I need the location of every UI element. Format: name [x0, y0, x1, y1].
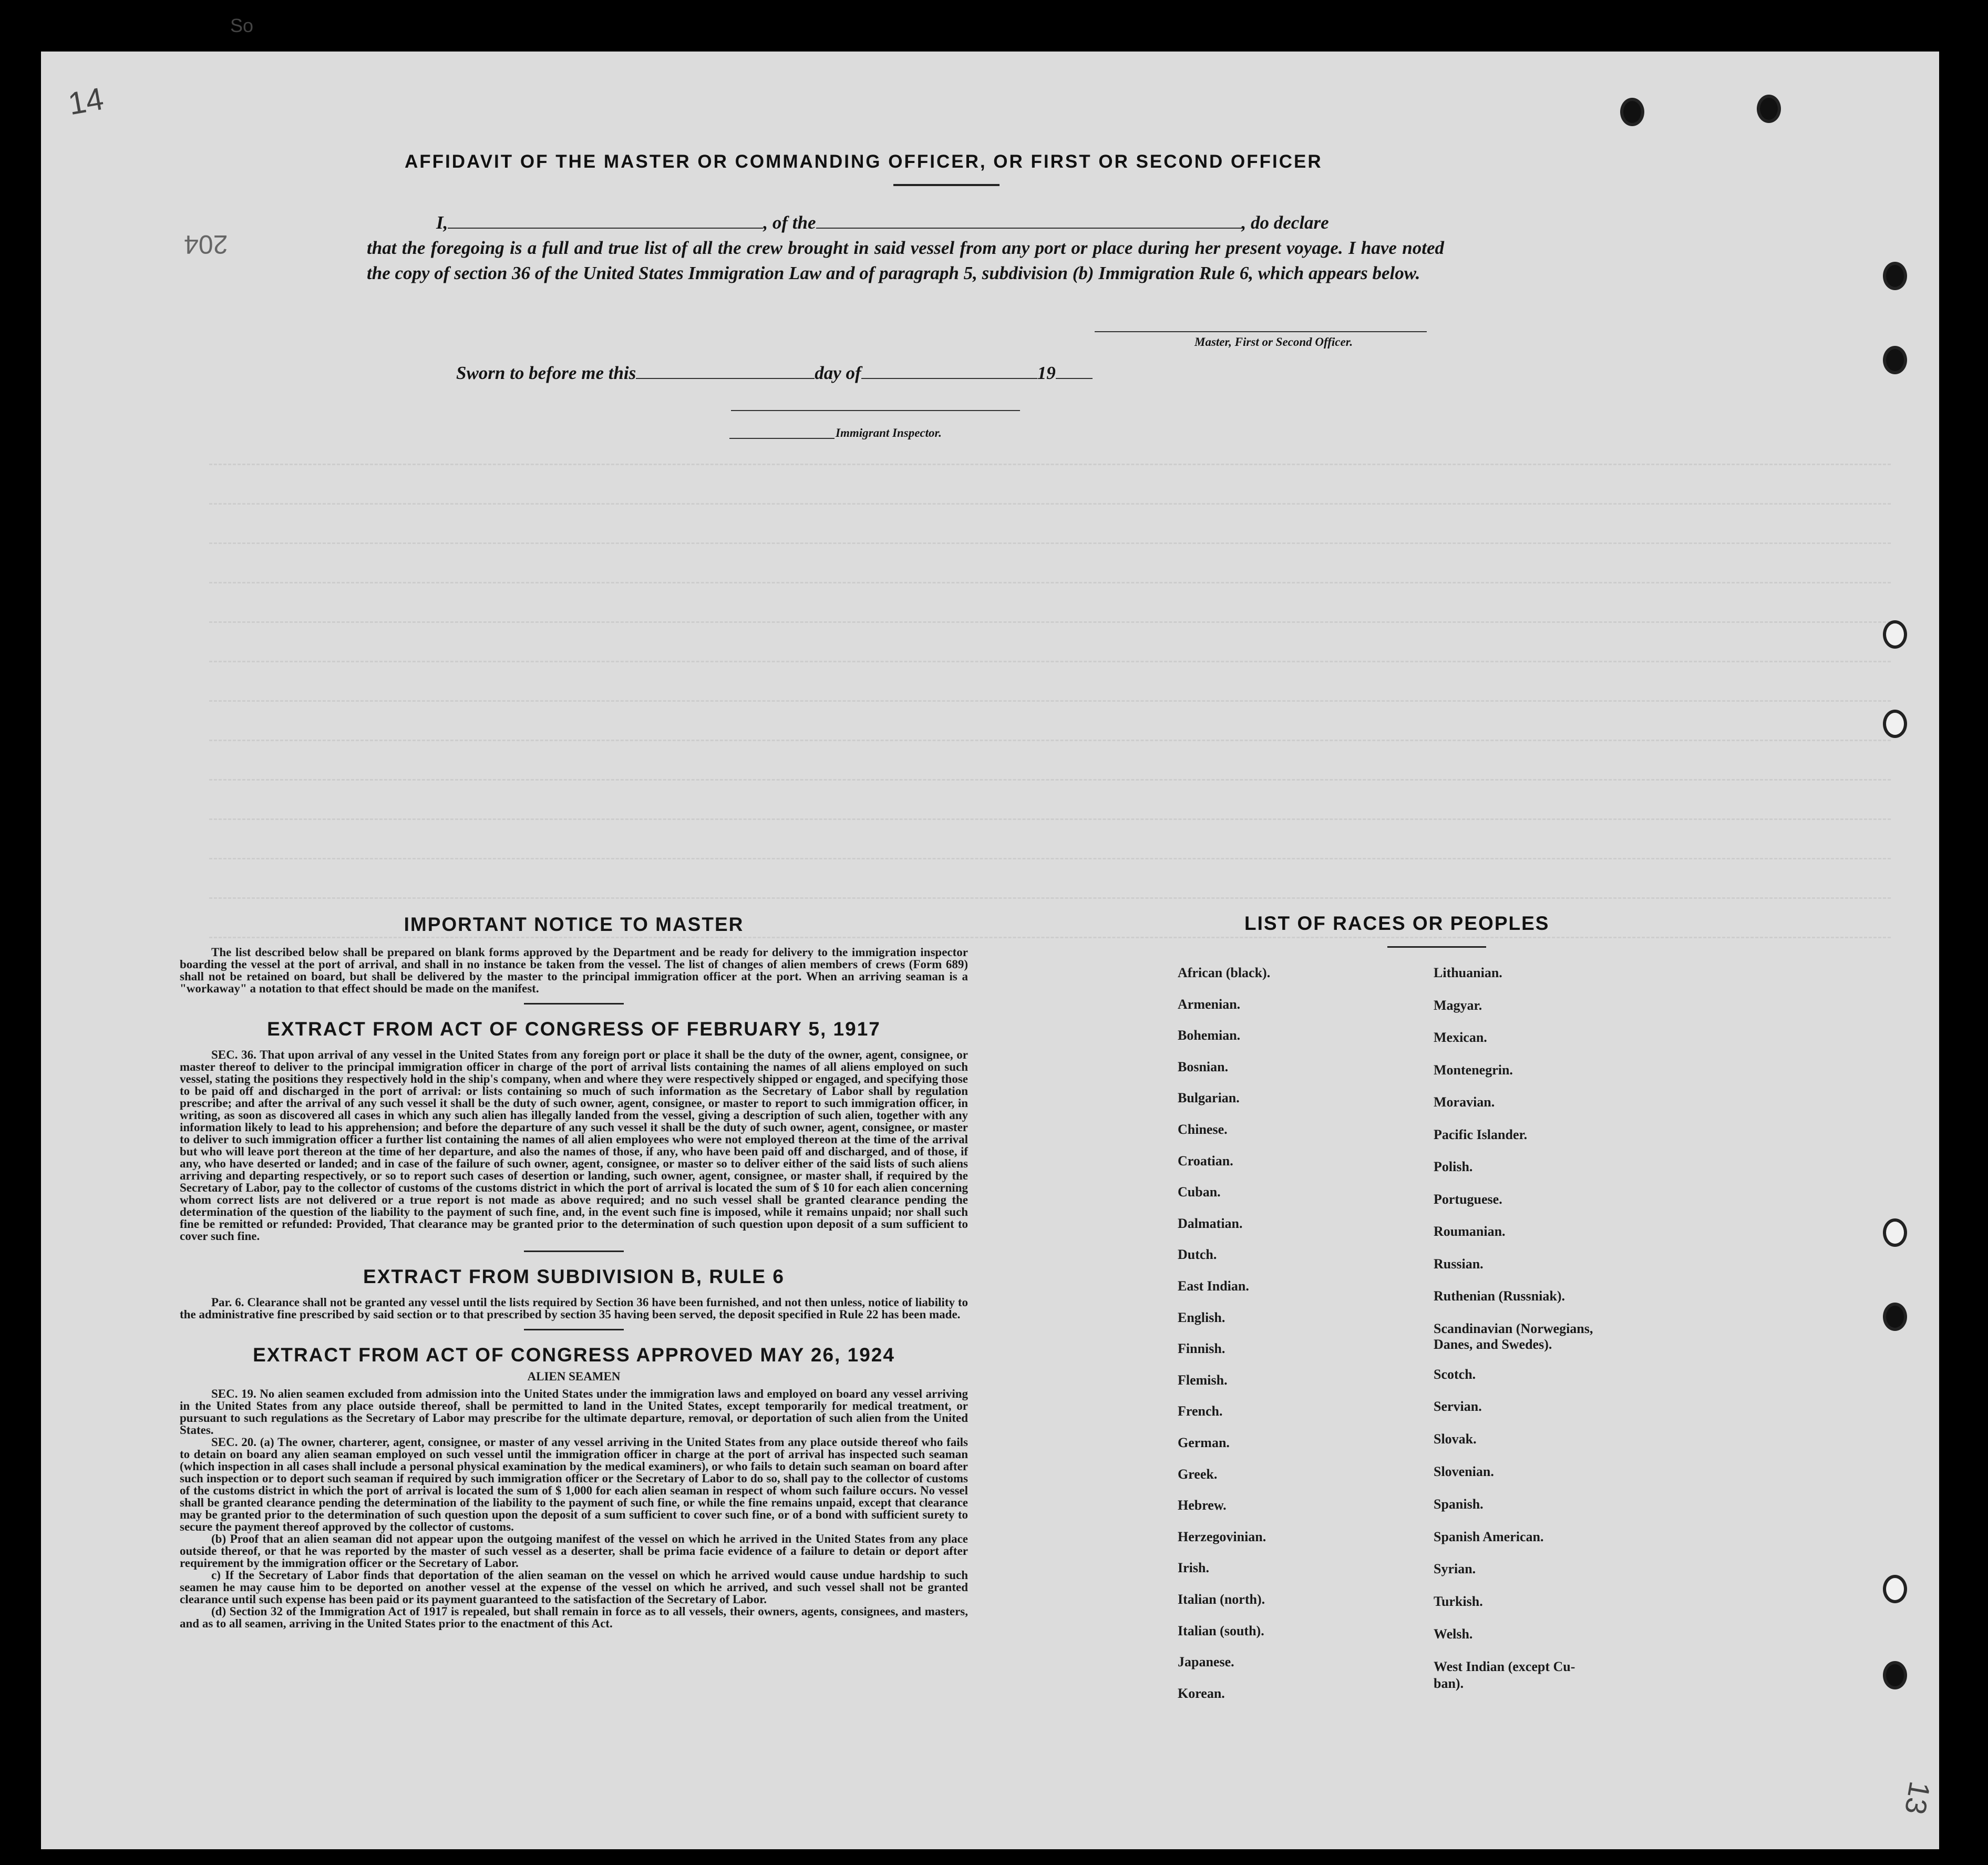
margin-mark-top-left: 14: [65, 80, 107, 122]
extract-1917-text: SEC. 36. That upon arrival of any vessel in the United States from any foreign port or place it shall be the duty of the owner, agent, consignee, or master thereof to deliver to the principal immigration officer in charge of the port of arrival lists containing the names of all aliens employed on such vessel, stating the positions they respectively hold in the ship's company, when and where they were respectively shipped or engaged, and specifying those to be paid off and discharged in the port of arrival: or lists containing so much of such information as the Secretary of Labor shall by regulation prescribe; and after the arrival of any such vessel it shall be the duty of such owner, agent, consignee, or master to report to such immigration officer, in writing, as soon as discovered all cases in which any such alien has illegally landed from the vessel, giving a description of such alien, together with any information likely to lead to his apprehension; and before the departure of any such vessel it shall be the duty of such owner, agent, consignee, or master to deliver to such immigration officer a further list containing the names of all alien employees who were not employed thereon at the time of the arrival but who will leave port thereon at the time of her departure, and also the names of those, if any, who have been paid off and discharged, and of those, if any, who have deserted or landed; and in case of the failure of such owner, agent, consignee, or master so to deliver either of the said lists of such aliens arriving and departing respectively, or so to report such cases of desertion or landing, such owner, agent, consignee, or master shall, if required by the Secretary of Labor, pay to the collector of customs of the customs district in which the port of arrival is located the sum of $ 10 for each alien concerning whom correct lists are not delivered or a true report is not made as above required; and no such vessel shall be granted clearance pending the determination of the question of the liability to the payment of such fine, and, in the event such fine is imposed, while it remains unpaid; nor shall such fine be remitted or refunded: Provided, That clearance may be granted prior to the determination of such question upon deposit of a sum sufficient to cover such fine.: [180, 1048, 968, 1243]
extract-rule6-rule: [524, 1329, 624, 1330]
affidavit-title-rule: [893, 184, 1000, 186]
race-item: Finnish.: [1178, 1341, 1225, 1356]
race-item: Roumanian.: [1434, 1224, 1506, 1239]
master-signature-line[interactable]: [1095, 331, 1427, 332]
affidavit-title: AFFIDAVIT OF THE MASTER OR COMMANDING OFFICER, OR FIRST OR SECOND OFFICER: [405, 151, 1323, 172]
race-item: Bulgarian.: [1178, 1090, 1240, 1105]
document-page: [41, 15, 1939, 1849]
sworn-month-field[interactable]: [861, 366, 1037, 379]
of-the-label: , of the: [763, 212, 816, 233]
race-item: Italian (south).: [1178, 1623, 1264, 1638]
i-label: I,: [436, 212, 448, 233]
race-item: West Indian (except Cu-: [1434, 1659, 1575, 1674]
notice-text: The list described below shall be prepared on blank forms approved by the Department and be ready for delivery to the immigration inspector boarding the vessel at the port of arrival, and shall in no instance be taken from the vessel. The list of changes of alien members of crews (Form 689) shall not be retained on board, but shall be delivered by the master to the principal immigration officer at the port. When an arriving seaman is a "workaway" a notation to that effect should be made on the manifest.: [180, 946, 968, 995]
extract-1917-rule: [524, 1251, 624, 1252]
extract-1917-title: EXTRACT FROM ACT OF CONGRESS OF FEBRUARY 5, 1917: [267, 1018, 881, 1040]
race-item: East Indian.: [1178, 1278, 1249, 1294]
punch-hole: [1883, 1575, 1907, 1603]
races-title: LIST OF RACES OR PEOPLES: [1244, 913, 1550, 934]
extract-1924-subtitle: ALIEN SEAMEN: [527, 1370, 621, 1383]
race-item: Slovenian.: [1434, 1464, 1494, 1479]
punch-hole: [1883, 710, 1907, 738]
race-item: Irish.: [1178, 1560, 1209, 1575]
race-item: Dutch.: [1178, 1247, 1217, 1262]
sworn-line: [456, 363, 1093, 384]
extract-1924-paragraph: SEC. 20. (a) The owner, charterer, agent, consignee, or master of any vessel arriving in the United States from any place outside thereof who fails to detain on board any alien seaman employed on such vessel until the immigration officer in charge at the port of arrival has inspected such seaman (which inspection in all cases shall include a personal physical examination by the medical examiners), or who fails to detain such seaman on board after such inspection or to deport such seaman if required by such immigration officer or the Secretary of Labor to do so, shall pay to the collector of customs of the customs district in which the port of arrival is located the sum of $ 1,000 for each alien seaman in respect of whom such failure occurs. No vessel shall be granted clearance pending the determination of the liability to the payment of such fine, or while the fine remains unpaid, except that clearance may be granted prior to the determination of such question upon the deposit of a sum sufficient to cover such fine, or of a bond with sufficient surety to secure the payment thereof approved by the collector of customs.: [180, 1436, 968, 1533]
race-item: Greek.: [1178, 1467, 1218, 1482]
notice-rule: [524, 1003, 624, 1005]
race-item: Dalmatian.: [1178, 1216, 1243, 1231]
race-item: Turkish.: [1434, 1594, 1483, 1609]
extract-1924-paragraph: (b) Proof that an alien seaman did not appear upon the outgoing manifest of the vessel on which he arrived in the United States from any place outside thereof, or that he was reported by the master of such vessel as a deserter, shall be prima facie evidence of a failure to detain or deport after requirement by the immigration officer or the Secretary of Labor.: [180, 1532, 968, 1570]
notice-column: [180, 914, 968, 1630]
extract-1924-paragraph: (d) Section 32 of the Immigration Act of 1917 is repealed, but shall remain in force as to all vessels, their owners, agents, consignees, and masters, and as to all seamen, arriving in the United States prior to the enactment of this Act.: [180, 1605, 968, 1630]
master-signature-label: Master, First or Second Officer.: [1194, 335, 1353, 349]
race-item: Spanish American.: [1434, 1529, 1544, 1544]
race-item: Magyar.: [1434, 998, 1482, 1013]
race-item: Russian.: [1434, 1256, 1484, 1272]
race-item: Danes, and Swedes).: [1434, 1337, 1552, 1352]
day-of-label: day of: [815, 363, 861, 383]
race-item: Armenian.: [1178, 997, 1241, 1012]
notice-title: IMPORTANT NOTICE TO MASTER: [404, 914, 744, 935]
race-item: Lithuanian.: [1434, 965, 1502, 980]
punch-hole: [1883, 620, 1907, 649]
race-item: Scotch.: [1434, 1367, 1476, 1382]
sworn-day-field[interactable]: [636, 366, 815, 379]
punch-hole: [1883, 262, 1907, 290]
race-item: Welsh.: [1434, 1626, 1473, 1642]
punch-hole: [1757, 95, 1781, 123]
race-item: Montenegrin.: [1434, 1062, 1513, 1078]
punch-hole: [1620, 98, 1644, 126]
extract-1924-title: EXTRACT FROM ACT OF CONGRESS APPROVED MAY 26, 1924: [253, 1344, 895, 1366]
punch-hole: [1883, 1303, 1907, 1331]
sworn-year-field[interactable]: [1056, 366, 1093, 379]
margin-mark-top-number: So: [230, 15, 254, 36]
races-title-rule: [1387, 946, 1486, 948]
race-item: Slovak.: [1434, 1431, 1477, 1447]
race-item: Italian (north).: [1178, 1592, 1265, 1607]
race-item: Chinese.: [1178, 1122, 1228, 1137]
extract-rule6-text: Par. 6. Clearance shall not be granted any vessel until the lists required by Section 36 have been furnished, and not then unless, notice of liability to the administrative fine prescribed by said section or to that prescribed by section 35 having been served, the deposit specified in Rule 22 has been made.: [180, 1296, 968, 1321]
affidavit-text: that the foregoing is a full and true list of all the crew brought in said vessel from any port or place during her present voyage. I have noted the copy of section 36 of the United States Immigration Law and of paragraph 5, subdivision (b) Immigration Rule 6, which appears below.: [367, 238, 1444, 283]
race-item: Mexican.: [1434, 1030, 1487, 1045]
race-item: Ruthenian (Russniak).: [1434, 1288, 1565, 1304]
vessel-field[interactable]: [816, 216, 1242, 229]
extract-rule6-title: EXTRACT FROM SUBDIVISION B, RULE 6: [363, 1266, 785, 1287]
extract-1924-paragraph: c) If the Secretary of Labor finds that deportation of the alien seaman on the vessel on which he arrived would cause undue hardship to such seamen he may cause him to be deported on another vessel at the expense of the vessel on which he arrived, and such vessel shall not be granted clearance until such expense has been paid or its payment guaranteed to the satisfaction of the Secretary of Labor.: [180, 1569, 968, 1606]
race-item: Spanish.: [1434, 1497, 1484, 1512]
races-heading: [1244, 913, 1549, 935]
inspector-signature-line[interactable]: [731, 410, 1020, 411]
race-item: Bohemian.: [1178, 1028, 1241, 1043]
race-item: Servian.: [1434, 1399, 1482, 1414]
punch-hole: [1883, 346, 1907, 374]
race-item: French.: [1178, 1403, 1223, 1419]
race-item: Portuguese.: [1434, 1192, 1502, 1207]
do-declare-label: , do declare: [1241, 212, 1329, 233]
race-item: Moravian.: [1434, 1094, 1495, 1110]
race-item: Syrian.: [1434, 1561, 1476, 1576]
sworn-label: Sworn to before me this: [456, 363, 636, 383]
race-item: Cuban.: [1178, 1184, 1221, 1200]
race-item: Croatian.: [1178, 1153, 1233, 1169]
punch-hole: [1883, 1661, 1907, 1689]
race-item: Polish.: [1434, 1159, 1473, 1174]
race-item: Korean.: [1178, 1686, 1225, 1701]
race-item: Bosnian.: [1178, 1059, 1229, 1074]
race-item: Japanese.: [1178, 1654, 1234, 1669]
race-item: Flemish.: [1178, 1372, 1228, 1388]
year-prefix: 19: [1037, 363, 1056, 383]
bleed-through-text: [209, 440, 1891, 966]
race-item: Hebrew.: [1178, 1498, 1227, 1513]
margin-mark-bottom-right: 13: [1898, 1779, 1937, 1817]
punch-hole: [1883, 1218, 1907, 1247]
inspector-label: Immigrant Inspector.: [836, 426, 942, 439]
name-field[interactable]: [448, 216, 763, 229]
race-item: Scandinavian (Norwegians,: [1434, 1321, 1593, 1336]
race-item: Herzegovinian.: [1178, 1529, 1266, 1544]
inspector-short-line: [729, 438, 835, 439]
race-item: ban).: [1434, 1676, 1464, 1691]
extract-1924-paragraph: SEC. 19. No alien seamen excluded from admission into the United States under the immigration laws and employed on board any vessel arriving in the United States from any place outside thereof, shall be permitted to land in the United States, except temporarily for medical treatment, or pursuant to such regulations as the Secretary of Labor may prescribe for the ultimate departure, removal, or deportation of such alien from the United States.: [180, 1387, 968, 1437]
race-item: English.: [1178, 1310, 1225, 1325]
race-item: African (black).: [1178, 965, 1271, 980]
margin-stamp-number: 204: [184, 230, 228, 259]
affidavit-body: [367, 210, 1444, 286]
race-item: German.: [1178, 1435, 1230, 1450]
race-item: Pacific Islander.: [1434, 1127, 1528, 1142]
